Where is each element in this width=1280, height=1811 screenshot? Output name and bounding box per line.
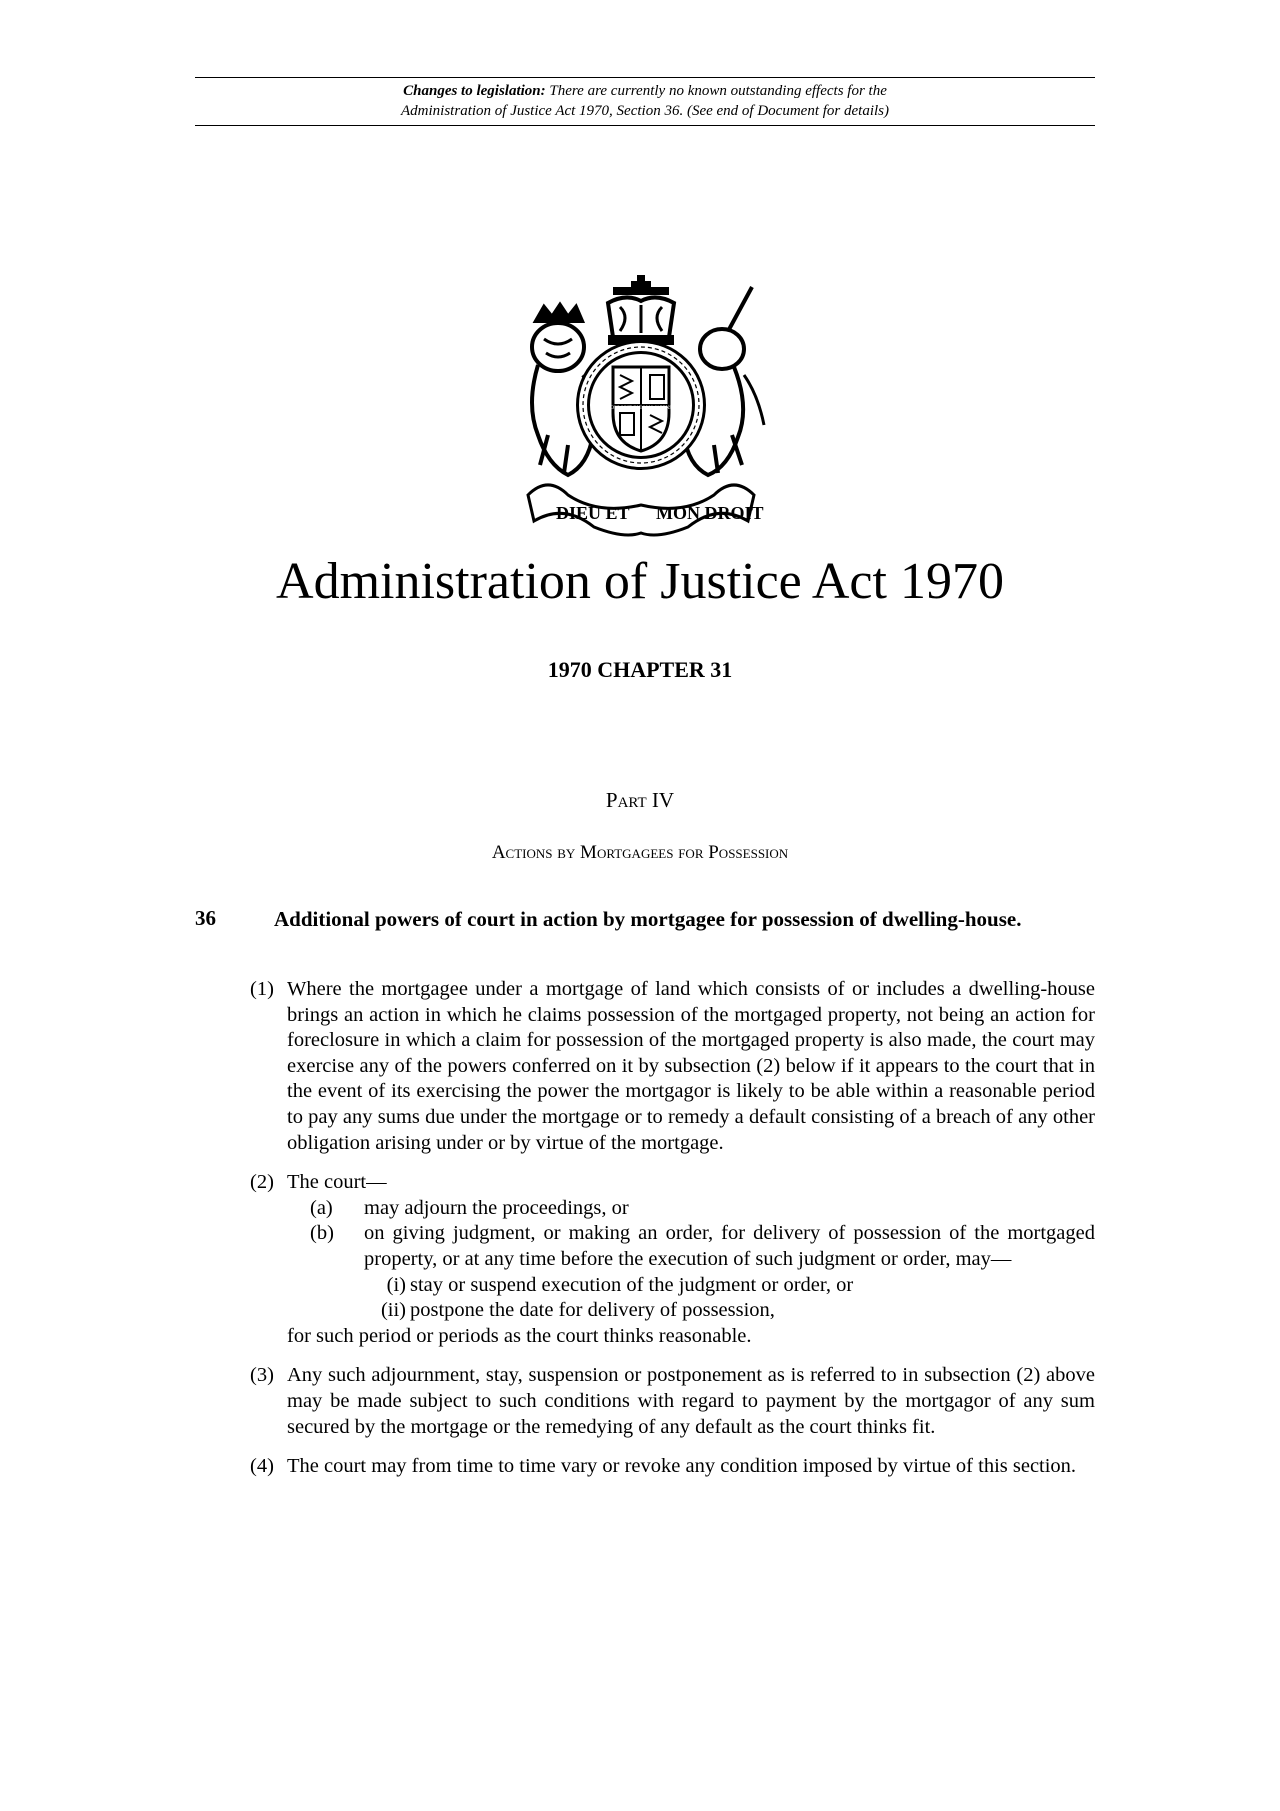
- section-number: 36: [195, 906, 216, 930]
- header-line-2: Administration of Justice Act 1970, Section 36. (See end of Document for details): [401, 103, 889, 119]
- royal-coat-of-arms-crest: [508, 275, 774, 537]
- motto-left: DIEU ET: [556, 503, 630, 523]
- crown-icon: [608, 275, 674, 345]
- sub-paragraph-i: [250, 1273, 1095, 1299]
- header-line-1: [195, 81, 1095, 101]
- subsection-number: (3): [250, 1364, 274, 1387]
- section-heading: Additional powers of court in action by mortgagee for possession of dwelling-house.: [274, 907, 1022, 931]
- subsection-text: The court—: [287, 1171, 387, 1194]
- header-text: There are currently no known outstanding effects for the: [545, 83, 887, 99]
- subsection-2: [250, 1170, 1095, 1196]
- subsection-text: Any such adjournment, stay, suspension or postponement as is referred to in subsection (2) above may be made subject to such conditions with regard to payment by the mortgagor of any sum secured by the mortgage or the remedying of any default as the court thinks fit.: [287, 1364, 1095, 1438]
- act-title: Administration of Justice Act 1970: [276, 553, 1004, 610]
- paragraph-b: [250, 1221, 1095, 1272]
- subsection-2-closing-text: for such period or periods as the court thinks reasonable.: [287, 1324, 752, 1347]
- garter-shield: [583, 347, 699, 463]
- sub-paragraph-text: stay or suspend execution of the judgment or order, or: [410, 1273, 854, 1296]
- subsection-1: [250, 977, 1095, 1156]
- chapter-number: 1970 CHAPTER 31: [547, 657, 733, 682]
- subsection-text: Where the mortgagee under a mortgage of land which consists of or includes a dwelling-house brings an action in which he claims possession of the mortgaged property, not being an action for foreclosure in which a claim for possession of the mortgaged property is also made, the court may exercise any of the powers conferred on it by subsection (2) below if it appears to the court that in the event of its exercising the power the mortgagor is likely to be able within a reasonable period to pay any sums due under the mortgage or to remedy a default consisting of a breach of any other obligation arising under or by virtue of the mortgage.: [287, 978, 1095, 1154]
- paragraph-text: on giving judgment, or making an order, for delivery of possession of the mortgaged property, or at any time before the execution of such judgment or order, may—: [364, 1222, 1095, 1270]
- sub-paragraph-text: postpone the date for delivery of possession,: [410, 1299, 775, 1322]
- sub-paragraph-number: (ii): [380, 1299, 406, 1322]
- section-body: [250, 977, 1095, 1494]
- subsection-number: (1): [250, 978, 274, 1000]
- changes-to-legislation-header: [195, 77, 1095, 126]
- motto-right: MON DROIT: [656, 503, 764, 523]
- subsection-number: (2): [250, 1171, 274, 1194]
- part-subtitle: Actions by Mortgagees for Possession: [491, 842, 789, 863]
- paragraph-a: [250, 1196, 1095, 1222]
- subsection-number: (4): [250, 1455, 274, 1478]
- header-label: Changes to legislation:: [403, 83, 546, 99]
- paragraph-number: (a): [310, 1196, 333, 1219]
- sub-paragraph-ii: [250, 1298, 1095, 1324]
- subsection-4: [250, 1454, 1095, 1480]
- garter-motto: HONI SOIT QUI MAL Y PENSE: [606, 406, 676, 411]
- sub-paragraph-number: (i): [386, 1273, 406, 1296]
- part-label: Part IV: [605, 788, 675, 812]
- paragraph-number: (b): [310, 1222, 334, 1245]
- subsection-3: [250, 1363, 1095, 1440]
- paragraph-text: may adjourn the proceedings, or: [364, 1196, 629, 1219]
- subsection-text: The court may from time to time vary or revoke any condition imposed by virtue of this section.: [287, 1455, 1077, 1478]
